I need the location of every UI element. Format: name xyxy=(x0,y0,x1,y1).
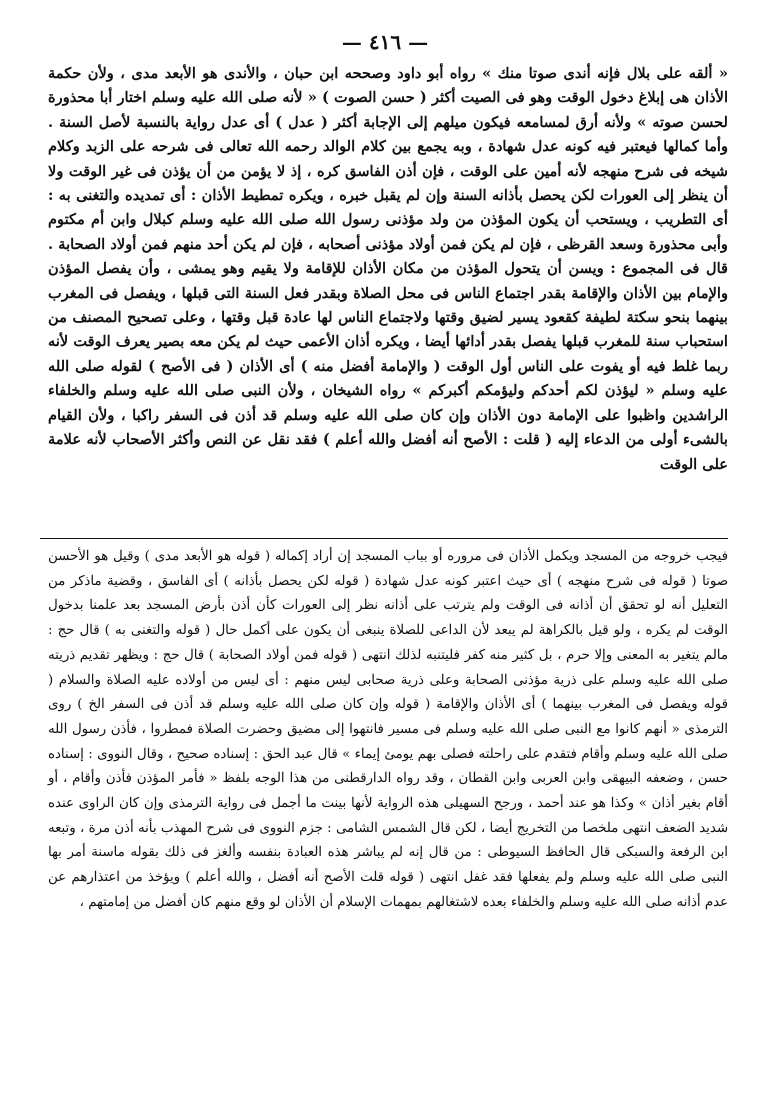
footnote-text-block xyxy=(48,545,728,916)
footnote-divider xyxy=(40,538,728,539)
footnote-paragraph: فيجب خروجه من المسجد ويكمل الأذان فى مروره أو بباب المسجد إن أراد إكماله ( قوله هو الأبعد مدى ) وقيل هو الأحسن صوتا ( قوله فى شرح منهجه ) أى حيث اعتبر كونه عدل شهادة ( قوله لكن يحصل بأذانه ) أى الفاسق ، وقضية ماذكر من التعليل أنه لو تحقق أن أذانه فى الوقت ولم يترتب على أذانه نظر إلى العورات كأن أذن بأرض المسجد بعد علمنا بدخول الوقت لم يكره ، ولو قيل بالكراهة لم يبعد لأن الداعى للصلاة ينبغى أن يكون على أكمل حال ( قوله والتغنى به ) قال حج : مالم يتغير به المعنى وإلا حرم ، بل كثير منه كفر فليتنبه لذلك انتهى ( قوله فمن أولاد الصحابة ) قال حج : ويظهر تقديم ذريته صلى الله عليه وسلم على ذرية مؤذنى الصحابة وعلى ذرية صحابى ليس منهم : أى ليس من أولاده عليه الصلاة والسلام ( قوله ويفصل فى المغرب بينهما ) أى الأذان والإقامة ( قوله وإن كان صلى الله عليه وسلم قد أذن فى السفر الخ ) روى الترمذى « أنهم كانوا مع النبى صلى الله عليه وسلم فى مسير فانتهوا إلى مضيق وحضرت الصلاة فمطروا ، فأذن رسول الله صلى الله عليه وسلم وأقام فتقدم على راحلته فصلى بهم يومئ إيماء » قال عبد الحق : إسناده صحيح ، وقال النووى : إسناده حسن ، وضعفه البيهقى وابن العربى وابن القطان ، وقد رواه الدارقطنى من هذا الوجه بلفظ « فأمر المؤذن فأذن وأقام ، أو أقام بغير أذان » وكذا هو عند أحمد ، ورجح السهيلى هذه الرواية لأنها بينت ما أجمل فى رواية الترمذى وإن كان الراوى عنده شديد الضعف انتهى ملخصا من التخريج أيضا ، لكن قال الشمس الشامى : جزم النووى فى شرح المهذب بأنه أذن مرة ، وتبعه ابن الرفعة والسبكى قال الحافظ السيوطى : من قال إنه لم يباشر هذه العبادة بنفسه وألغز فى ذلك بقوله ماسنة أمر بها النبى صلى الله عليه وسلم ولم يفعلها فقد غفل انتهى ( قوله قلت الأصح أنه أفضل ، والله أعلم ) ويؤخذ من اعتذارهم عن عدم أذانه صلى الله عليه وسلم والخلفاء بعده لاشتغالهم بمهمات الإسلام أن الأذان لو وقع منهم كان أفضل من إمامتهم ، xyxy=(48,549,728,910)
main-paragraph: « ألقه على بلال فإنه أندى صوتا منك » رواه أبو داود وصححه ابن حبان ، والأندى هو الأبعد مدى ، ولأن حكمة الأذان هى إبلاغ دخول الوقت وهو فى الصيت أكثر ( حسن الصوت ) « لأنه صلى الله عليه وسلم اختار أبا محذورة لحسن صوته » ولأنه أرق لمسامعه فيكون ميلهم إلى الإجابة أكثر ( عدل ) أى عدل رواية بالنسبة لأصل السنة . وأما كمالها فيعتبر فيه كونه عدل شهادة ، وبه يجمع بين كلام الوالد رحمه الله تعالى فى شرحه على الزبد وكلام شيخه فى شرح منهجه لأنه أمين على الوقت ، فإن أذن الفاسق كره ، إذ لا يؤمن من أن يؤذن فى غير الوقت ولا أن ينظر إلى العورات لكن يحصل بأذانه السنة وإن لم يقبل خبره ، ويكره تمطيط الأذان : أى تمديده والتغنى به : أى التطريب ، ويستحب أن يكون المؤذن من ولد مؤذنى رسول الله صلى الله عليه وسلم كبلال وابن أم مكتوم وأبى محذورة وسعد القرظى ، فإن لم يكن فمن أولاد مؤذنى أصحابه ، فإن لم يكن أحد منهم فمن أولاد الصحابة . قال فى المجموع : ويسن أن يتحول المؤذن من مكان الأذان للإقامة ولا يقيم وهو يمشى ، وأن يفصل المؤذن والإمام بين الأذان والإقامة بقدر اجتماع الناس فى محل الصلاة وبقدر فعل السنة التى قبلها ، ويفصل فى المغرب بينهما بنحو سكتة لطيفة كقعود يسير لضيق وقتها ولاجتماع الناس لها عادة قبل وقتها ، وعلى تصحيح المصنف من استحباب سنة للمغرب قبلها يفصل بقدر أدائها أيضا ، ويكره أذان الأعمى حيث لم يكن معه بصير يعرف الوقت لأنه ربما غلط فيه أو يفوت على الناس أول الوقت ( والإمامة أفضل منه ) أى الأذان ( فى الأصح ) لقوله صلى الله عليه وسلم « ليؤذن لكم أحدكم وليؤمكم أكبركم » رواه الشيخان ، ولأن النبى صلى الله عليه وسلم والخلفاء الراشدين واظبوا على الإمامة دون الأذان وإن كان صلى الله عليه وسلم قد أذن فى السفر راكبا ، ولأن القيام بالشىء أولى من الدعاء إليه ( قلت : الأصح أنه أفضل والله أعلم ) فقد نقل عن النص وأكثر الأصحاب لأنه علامة على الوقت xyxy=(48,65,728,473)
main-text-block xyxy=(48,62,728,477)
page-number: — ٤١٦ — xyxy=(341,30,429,54)
